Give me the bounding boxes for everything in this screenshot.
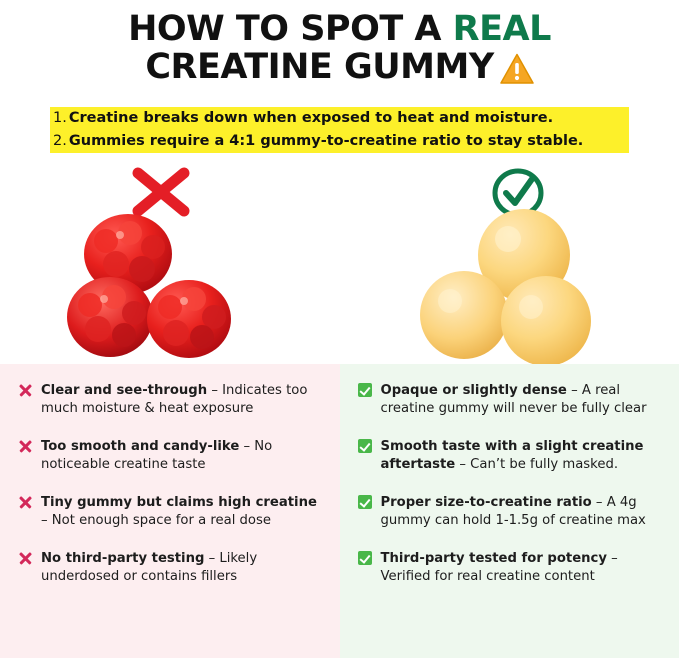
- key-facts-list: [50, 107, 629, 153]
- title-line-2: [18, 48, 661, 93]
- title-block: [0, 0, 679, 93]
- comparison-columns: [0, 364, 679, 658]
- list-item-bold: Third-party tested for potency: [380, 551, 607, 566]
- title-text-primary: HOW TO SPOT A: [128, 9, 453, 49]
- key-fact-item: [50, 107, 629, 130]
- list-item: [18, 550, 326, 586]
- list-item-text: [41, 550, 326, 586]
- list-item-text: [41, 382, 326, 418]
- check-icon: [358, 383, 374, 397]
- check-icon: [358, 439, 374, 453]
- list-item-text: [41, 438, 326, 474]
- list-item-bold: Smooth taste with a slight creatine aftertaste: [380, 439, 644, 472]
- check-icon: [358, 551, 374, 565]
- list-item: [18, 382, 326, 418]
- title-line-1: [18, 10, 661, 48]
- list-item: [18, 494, 326, 530]
- title-text-secondary: CREATINE GUMMY: [145, 47, 494, 87]
- x-icon: [18, 383, 34, 397]
- key-fact-text: Gummies require a 4:1 gummy-to-creatine ratio to stay stable.: [68, 133, 584, 149]
- list-item-bold: Proper size-to-creatine ratio: [380, 495, 592, 510]
- list-item-bold: Tiny gummy but claims high creatine: [41, 495, 317, 510]
- opaque-yellow-gummies-image: [416, 203, 606, 368]
- list-item-text: [381, 382, 666, 418]
- list-item-rest: – No noticeable creatine taste: [41, 439, 273, 472]
- list-item-bold: No third-party testing: [41, 551, 205, 566]
- list-item: [358, 494, 666, 530]
- list-item-text: [381, 550, 666, 586]
- x-icon: [18, 439, 34, 453]
- key-fact-number: 1.: [53, 110, 67, 126]
- visual-comparison: [0, 167, 679, 367]
- list-item-bold: Too smooth and candy-like: [41, 439, 240, 454]
- warning-triangle-icon: [500, 53, 534, 93]
- list-item-text: [381, 494, 666, 530]
- list-item: [18, 438, 326, 474]
- key-fact-text: Creatine breaks down when exposed to heat and moisture.: [68, 110, 554, 126]
- x-icon: [18, 495, 34, 509]
- real-gummy-visual: [340, 167, 679, 367]
- x-icon: [18, 551, 34, 565]
- list-item-bold: Opaque or slightly dense: [380, 383, 567, 398]
- list-item-bold: Clear and see-through: [41, 383, 208, 398]
- list-item-rest: – A real creatine gummy will never be fully clear: [380, 383, 647, 416]
- list-item: [358, 438, 666, 474]
- key-fact-number: 2.: [53, 133, 67, 149]
- list-item-rest: – Can’t be fully masked.: [455, 457, 619, 472]
- list-item-text: [41, 494, 326, 530]
- list-item: [358, 382, 666, 418]
- check-icon: [358, 495, 374, 509]
- fake-gummy-visual: [0, 167, 340, 367]
- red-translucent-gummies-image: [58, 209, 248, 369]
- list-item-rest: – Likely underdosed or contains fillers: [41, 551, 258, 584]
- list-item-rest: – Verified for real creatine content: [380, 551, 618, 584]
- list-item-rest: – A 4g gummy can hold 1-1.5g of creatine max: [380, 495, 646, 528]
- fake-signs-column: [0, 364, 340, 658]
- list-item-rest: – Indicates too much moisture & heat exposure: [41, 383, 308, 416]
- list-item: [358, 550, 666, 586]
- list-item-rest: – Not enough space for a real dose: [41, 513, 271, 528]
- key-fact-item: [50, 130, 629, 153]
- list-item-text: [381, 438, 666, 474]
- real-signs-column: [340, 364, 679, 658]
- title-text-real: REAL: [452, 9, 551, 49]
